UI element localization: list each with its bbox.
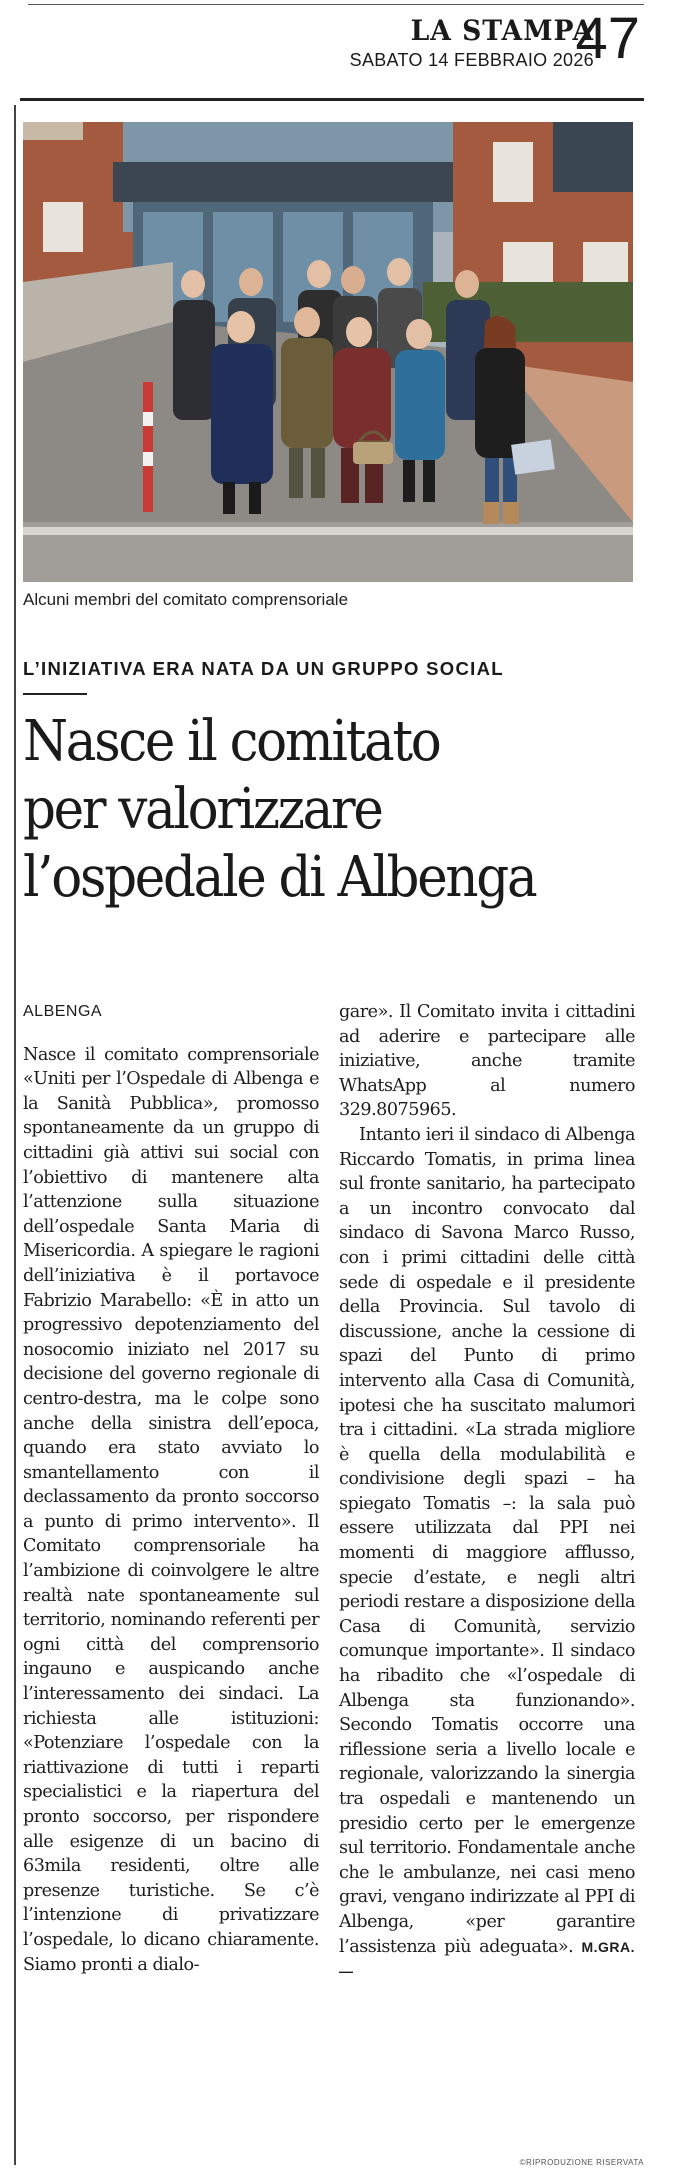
- article-headline: [23, 708, 593, 912]
- top-rule: [28, 4, 644, 5]
- page-number: 47: [575, 6, 640, 71]
- article-paragraph: Nasce il comitato comprensoriale «Uniti per l’Ospedale di Albenga e la Sanità Pubblica», promosso spontaneamente da un gruppo di cittadini già attivi sui social con l’obiettivo di mantenere alta l’attenzione sulla situazione dell’ospedale Santa Maria di Misericordia. A spiegare le ragioni dell’iniziativa è il portavoce Fabrizio Marabello: «È in atto un progressivo depotenziamento del nosocomio iniziato nel 2017 su decisione del governo regionale di centro-destra, ma le colpe sono anche della sinistra dell’epoca, quando era stato avviato lo smantellamento con il declassamento da pronto soccorso a punto di primo intervento». Il Comitato comprensoriale ha l’ambizione di coinvolgere le altre realtà nate spontaneamente sul territorio, nominando referenti per ogni città del comprensorio ingauno e auspicando anche l’interessamento dei sindaci. La richiesta alle istituzioni: «Potenziare l’ospedale con la riattivazione di tutti i reparti specialistici e la riapertura del pronto soccorso, per rispondere alle esigenze di un bacino di 63mila residenti, oltre alle presenze turistiche. Se c’è l’intenzione di privatizzare l’ospedale, lo dicano chiaramente. Siamo pronti a dialo-: [23, 1044, 319, 1975]
- article-paragraph: gare». Il Comitato invita i cittadini ad aderire e partecipare alle iniziative, anche tramite WhatsApp al numero 329.8075965.: [339, 1002, 635, 1121]
- group-photo: [23, 122, 633, 582]
- copyright-notice: ©RIPRODUZIONE RISERVATA: [519, 2158, 644, 2167]
- headline-line: Nasce il comitato: [23, 709, 440, 774]
- article-kicker: L’INIZIATIVA ERA NATA DA UN GRUPPO SOCIAL: [23, 658, 504, 679]
- group-photo-illustration: [23, 122, 633, 582]
- kicker-rule: [23, 693, 87, 695]
- paper-name: LA STAMPA: [410, 14, 594, 47]
- article-dateline: ALBENGA: [23, 1003, 103, 1020]
- article-paragraph-text: Intanto ieri il sindaco di Albenga Riccardo Tomatis, in prima linea sul fronte sanitario, ha partecipato a un incontro convocato dal sindaco di Savona Marco Russo, con i primi cittadini delle città sede di ospedale e il presidente della Provincia. Sul tavolo di discussione, anche la cessione di spazi del Punto di primo intervento alla Casa di Comunità, ipotesi che ha suscitato malumori tra i cittadini. «La strada migliore è quella della modulabilità e condivisione degli spazi – ha spiegato Tomatis –: la sala può essere utilizzata dal PPI nei momenti di maggiore afflusso, specie d’estate, e negli altri periodi restare a disposizione della Casa di Comunità, servizio comunque importante». Il sindaco ha ribadito che «l’ospedale di Albenga sta funzionando». Secondo Tomatis occorre una riflessione seria a livello locale e regionale, valorizzando la sinergia tra ospedali e mantenendo un presidio certo per le emergenze sul territorio. Fondamentale anche che le ambulanze, nei casi meno gravi, vengano indirizzate al PPI di Albenga, «per garantire l’assistenza più adeguata».: [339, 1124, 635, 1957]
- article-column-right: [339, 1000, 635, 1984]
- issue-date: SABATO 14 FEBBRAIO 2026: [349, 50, 594, 70]
- headline-line: per valorizzare: [23, 777, 382, 842]
- photo-caption: Alcuni membri del comitato comprensoriale: [23, 590, 349, 609]
- headline-line: l’ospedale di Albenga: [23, 845, 536, 910]
- side-rule: [14, 105, 16, 2165]
- article-column-left: [23, 1000, 319, 1977]
- article-paragraph: [339, 1123, 635, 1984]
- header-rule: [20, 98, 644, 101]
- author-signature: M.GRA. —: [339, 1938, 635, 1980]
